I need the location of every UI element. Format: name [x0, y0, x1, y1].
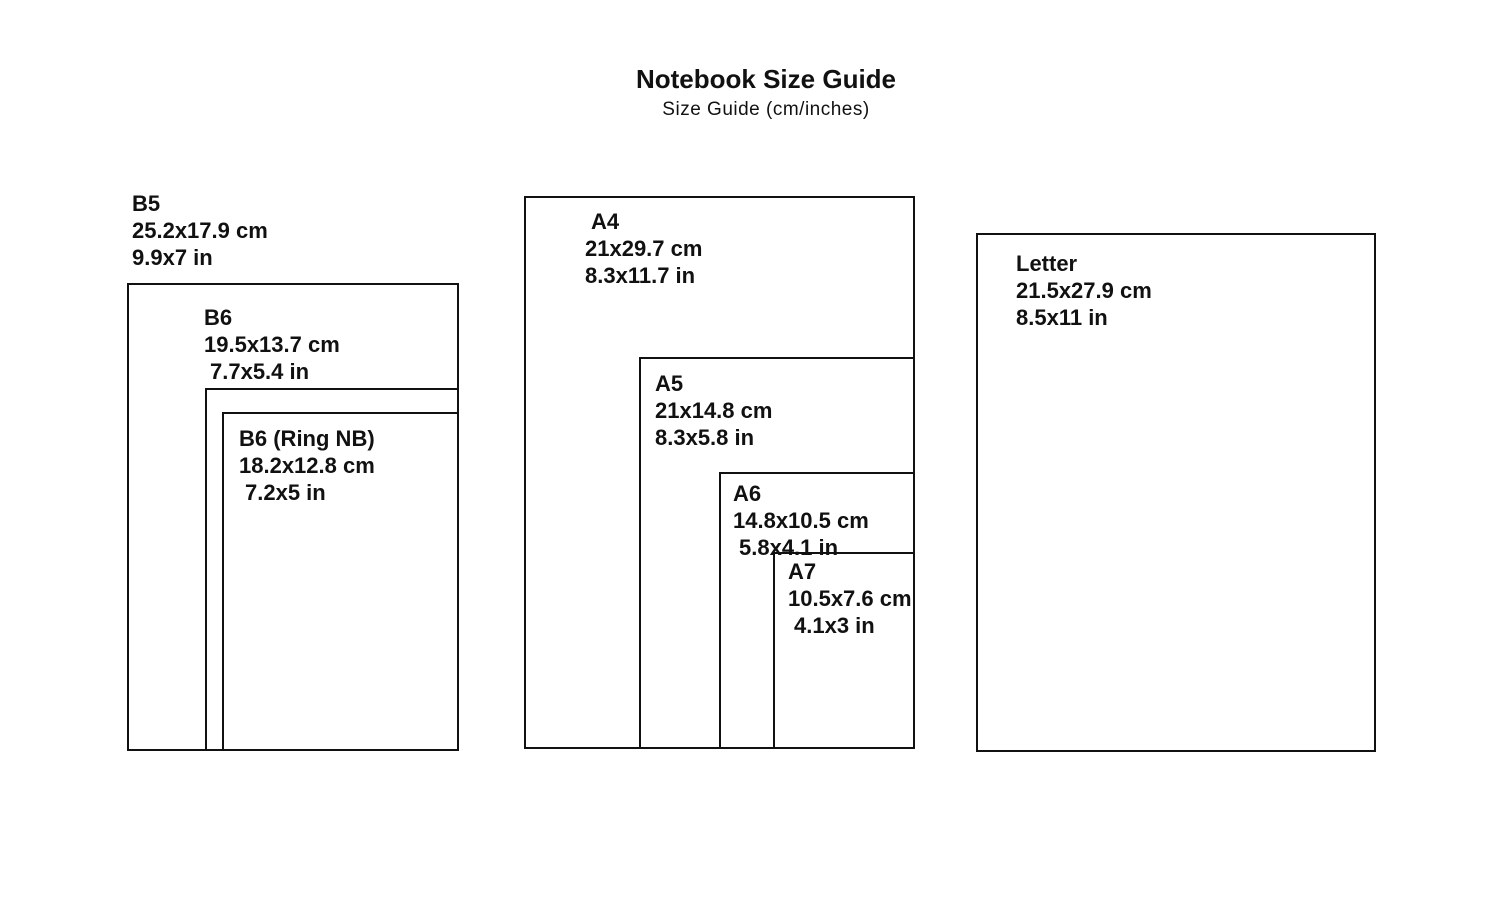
size-dimensions-in: 8.3x11.7 in — [585, 263, 696, 288]
size-label-a7 — [788, 558, 912, 639]
size-dimensions-cm: 21x29.7 cm — [585, 236, 703, 261]
size-dimensions-cm: 19.5x13.7 cm — [204, 332, 340, 357]
size-name: A5 — [655, 371, 684, 396]
size-dimensions-cm: 21.5x27.9 cm — [1016, 278, 1152, 303]
size-dimensions-in: 9.9x7 in — [132, 245, 213, 270]
size-label-b6-ring-nb — [239, 425, 375, 506]
size-dimensions-cm: 10.5x7.6 cm — [788, 586, 912, 611]
size-dimensions-in: 4.1x3 in — [794, 613, 875, 638]
size-name: A6 — [733, 481, 762, 506]
size-dimensions-in: 7.7x5.4 in — [210, 359, 310, 384]
size-name: A4 — [591, 209, 620, 234]
size-name: B6 — [204, 305, 233, 330]
size-dimensions-cm: 18.2x12.8 cm — [239, 453, 375, 478]
size-name: A7 — [788, 559, 817, 584]
size-label-letter — [1016, 250, 1152, 331]
size-label-b6 — [204, 304, 340, 385]
size-label-a6 — [733, 480, 869, 561]
size-label-a5 — [655, 370, 772, 451]
size-label-a4 — [585, 208, 702, 289]
size-dimensions-in: 8.5x11 in — [1016, 305, 1108, 330]
page-title: Notebook Size Guide — [635, 64, 897, 94]
size-dimensions-in: 7.2x5 in — [245, 480, 326, 505]
size-dimensions-in: 8.3x5.8 in — [655, 425, 755, 450]
size-name: B6 (Ring NB) — [239, 426, 375, 451]
size-dimensions-in: 5.8x4.1 in — [739, 535, 839, 560]
size-name: B5 — [132, 191, 161, 216]
size-dimensions-cm: 25.2x17.9 cm — [132, 218, 268, 243]
size-name: Letter — [1016, 251, 1078, 276]
size-dimensions-cm: 21x14.8 cm — [655, 398, 773, 423]
size-dimensions-cm: 14.8x10.5 cm — [733, 508, 869, 533]
page-subtitle: Size Guide (cm/inches) — [662, 99, 870, 120]
size-label-b5 — [132, 190, 268, 271]
